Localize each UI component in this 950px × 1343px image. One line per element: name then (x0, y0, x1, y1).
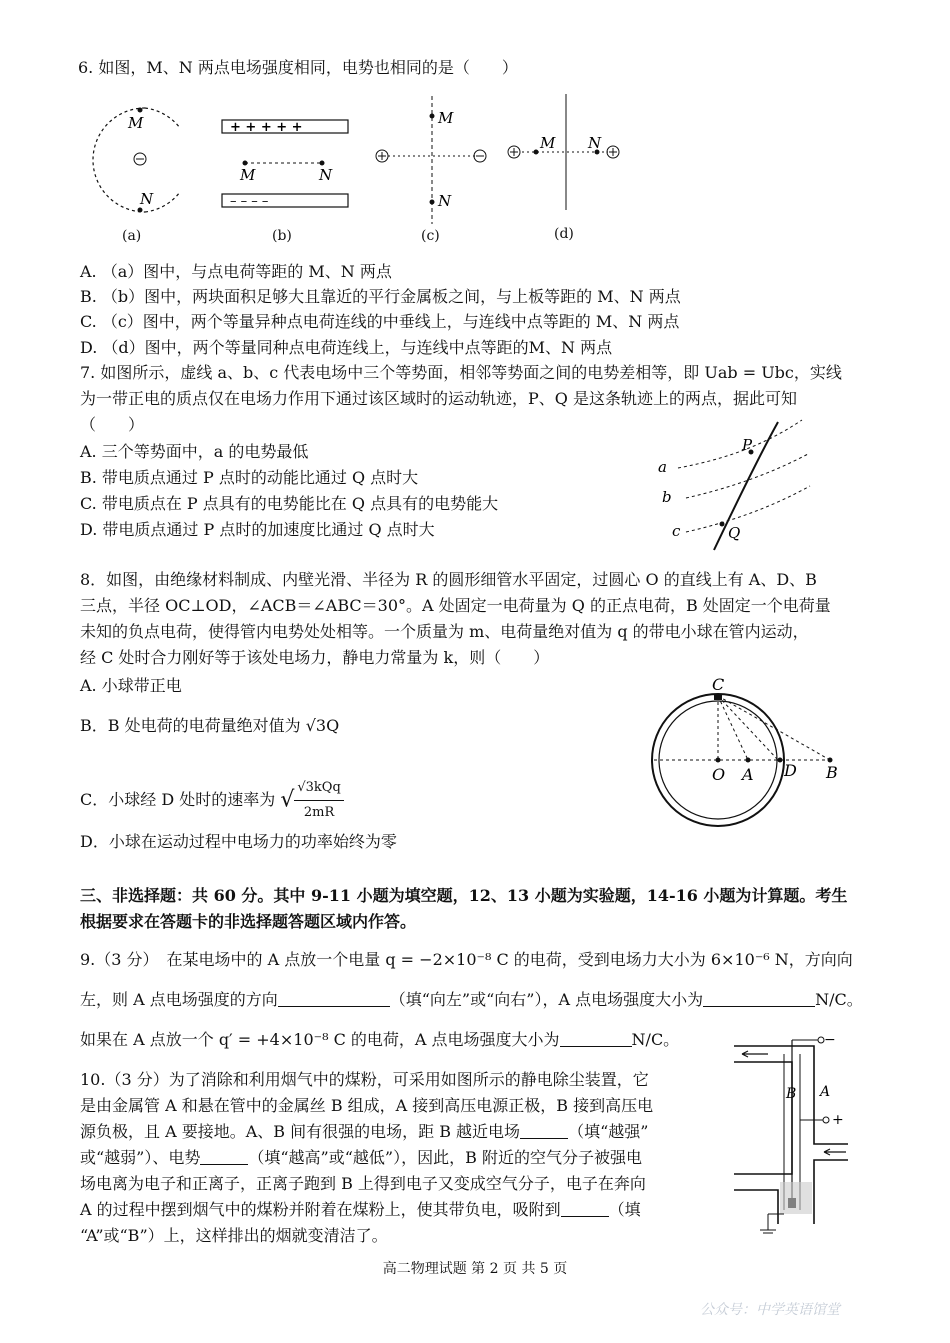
q7-stem-line1: 7. 如图所示，虚线 a、b、c 代表电场中三个等势面，相邻等势面之间的电势差相等，即 Uab = Ubc，实线 (80, 363, 842, 382)
q9-line3: 如果在 A 点放一个 q′ = +4×10⁻⁸ C 的电荷，A 点电场强度大小为 N/C。 (80, 1030, 680, 1049)
q8-option-b: B．B 处电荷的电荷量绝对值为 √3Q (80, 716, 340, 735)
svg-text:P: P (742, 436, 753, 454)
q6-figure-a (93, 108, 180, 213)
q10-line7: “A”或“B”）上，这样排出的烟就变清洁了。 (80, 1226, 388, 1245)
q10-line5: 场电离为电子和正离子，正离子跑到 B 上得到电子又变成空气分子，电子在奔向 (80, 1174, 646, 1193)
q10-blank-3[interactable] (561, 1198, 609, 1217)
q9-line2: 左，则 A 点电场强度的方向 （填“向左”或“向右”），A 点电场强度大小为 N/C。 (80, 990, 863, 1009)
q10-line6: A 的过程中摆到烟气中的煤粉并附着在煤粉上，使其带负电，吸附到 （填 (80, 1200, 641, 1219)
q8-option-c: C．小球经 D 处时的速率为 √ $\frac{\text{√3kQq}}{2mR}$ (80, 776, 344, 825)
svg-text:N: N (319, 166, 333, 184)
svg-text:C: C (712, 676, 725, 694)
svg-text:A: A (820, 1084, 831, 1100)
section3-line2: 根据要求在答题卡的非选择题答题区域内作答。 (80, 912, 417, 931)
svg-text:M: M (240, 166, 256, 184)
svg-text:B: B (786, 1086, 797, 1102)
q6-option-d: D. （d）图中，两个等量同种点电荷连线上，与连线中点等距的M、N 两点 (80, 338, 613, 357)
svg-text:A: A (742, 765, 754, 784)
q8-option-d: D．小球在运动过程中电场力的功率始终为零 (80, 832, 397, 851)
q9-blank-2[interactable] (703, 988, 815, 1007)
q6-stem: 6. 如图，M、N 两点电场强度相同，电势也相同的是（ ） (78, 58, 518, 77)
q9-blank-3[interactable] (560, 1028, 632, 1047)
q10-blank-2[interactable] (200, 1146, 248, 1165)
svg-text:+: + (832, 1112, 844, 1128)
q9-blank-1[interactable] (278, 988, 390, 1007)
caption-b: (b) (272, 228, 292, 244)
q10-line3: 源负极，且 A 要接地。A、B 间有很强的电场，距 B 越近电场 （填“越强” (80, 1122, 649, 1141)
svg-text:a: a (658, 458, 667, 476)
svg-text:+ + + + +: + + + + + (230, 120, 303, 135)
svg-text:B: B (826, 763, 838, 782)
q6-option-a: A. （a）图中，与点电荷等距的 M、N 两点 (80, 262, 392, 281)
q7-option-a: A. 三个等势面中，a 的电势最低 (80, 442, 309, 461)
section3-line1: 三、非选择题：共 60 分。其中 9-11 小题为填空题，12、13 小题为实验题，14-16 小题为计算题。考生 (80, 886, 848, 905)
svg-text:– – – –: – – – – (230, 194, 269, 209)
q10-line2: 是由金属管 A 和悬在管中的金属丝 B 组成，A 接到高压电源正极，B 接到高压电 (80, 1096, 654, 1115)
page-footer: 高二物理试题 第 2 页 共 5 页 (382, 1261, 568, 1277)
caption-a: (a) (122, 228, 142, 244)
svg-text:M: M (438, 109, 454, 127)
q6-figure-b (222, 120, 348, 209)
svg-text:c: c (672, 522, 681, 540)
q10-figure (728, 1034, 858, 1234)
svg-text:D: D (784, 761, 797, 780)
caption-c: (c) (421, 228, 440, 244)
q6-figure-d (508, 94, 619, 210)
watermark: 公众号：中学英语馆堂 (700, 1302, 840, 1318)
q8-figure (650, 676, 850, 836)
q6-option-b: B. （b）图中，两块面积足够大且靠近的平行金属板之间，与上板等距的 M、N 两点 (80, 287, 681, 306)
q7-option-c: C. 带电质点在 P 点具有的电势能比在 Q 点具有的电势能大 (80, 494, 499, 513)
q7-option-b: B. 带电质点通过 P 点时的动能比通过 Q 点时大 (80, 468, 419, 487)
q7-figure (650, 418, 820, 554)
label-N: N (140, 190, 154, 208)
svg-text:−: − (824, 1034, 836, 1048)
q7-stem-line2: 为一带正电的质点仅在电场力作用下通过该区域时的运动轨迹，P、Q 是这条轨迹上的两点，据此可知 (80, 389, 797, 408)
q9-line1: 9.（3 分） 在某电场中的 A 点放一个电量 q = −2×10⁻⁸ C 的电荷，受到电场力大小为 6×10⁻⁶ N，方向向 (80, 950, 853, 969)
svg-text:N: N (588, 134, 602, 152)
q8-stem-line1: 8．如图，由绝缘材料制成、内壁光滑、半径为 R 的圆形细管水平固定，过圆心 O 的直线上有 A、D、B (80, 570, 817, 589)
svg-text:N: N (438, 192, 452, 210)
q6-figure-c (376, 96, 486, 224)
q8-stem-line2: 三点，半径 OC⊥OD，∠ACB＝∠ABC＝30°。A 处固定一电荷量为 Q 的正点电荷，B 处固定一个电荷量 (80, 596, 831, 615)
svg-text:O: O (712, 765, 726, 784)
q10-line1: 10.（3 分）为了消除和利用烟气中的煤粉，可采用如图所示的静电除尘装置，它 (80, 1070, 649, 1089)
label-M: M (128, 114, 144, 132)
svg-text:M: M (540, 134, 556, 152)
q8-stem-line3: 未知的负点电荷，使得管内电势处处相等。一个质量为 m、电荷量绝对值为 q 的带电小球在管内运动， (80, 622, 809, 641)
q6-option-c: C. （c）图中，两个等量异种点电荷连线的中垂线上，与连线中点等距的 M、N 两点 (80, 312, 680, 331)
svg-text:b: b (662, 488, 672, 506)
q7-option-d: D. 带电质点通过 P 点时的加速度比通过 Q 点时大 (80, 520, 435, 539)
q8-option-a: A. 小球带正电 (80, 676, 182, 695)
svg-text:Q: Q (728, 524, 741, 542)
q10-blank-1[interactable] (520, 1120, 568, 1139)
q8-stem-line4: 经 C 处时合力刚好等于该处电场力，静电力常量为 k，则（ ） (80, 648, 550, 667)
caption-d: (d) (554, 226, 574, 242)
q7-bracket: （ ） (80, 415, 145, 434)
q10-line4: 或“越弱”）、电势 （填“越高”或“越低”），因此，B 附近的空气分子被强电 (80, 1148, 642, 1167)
